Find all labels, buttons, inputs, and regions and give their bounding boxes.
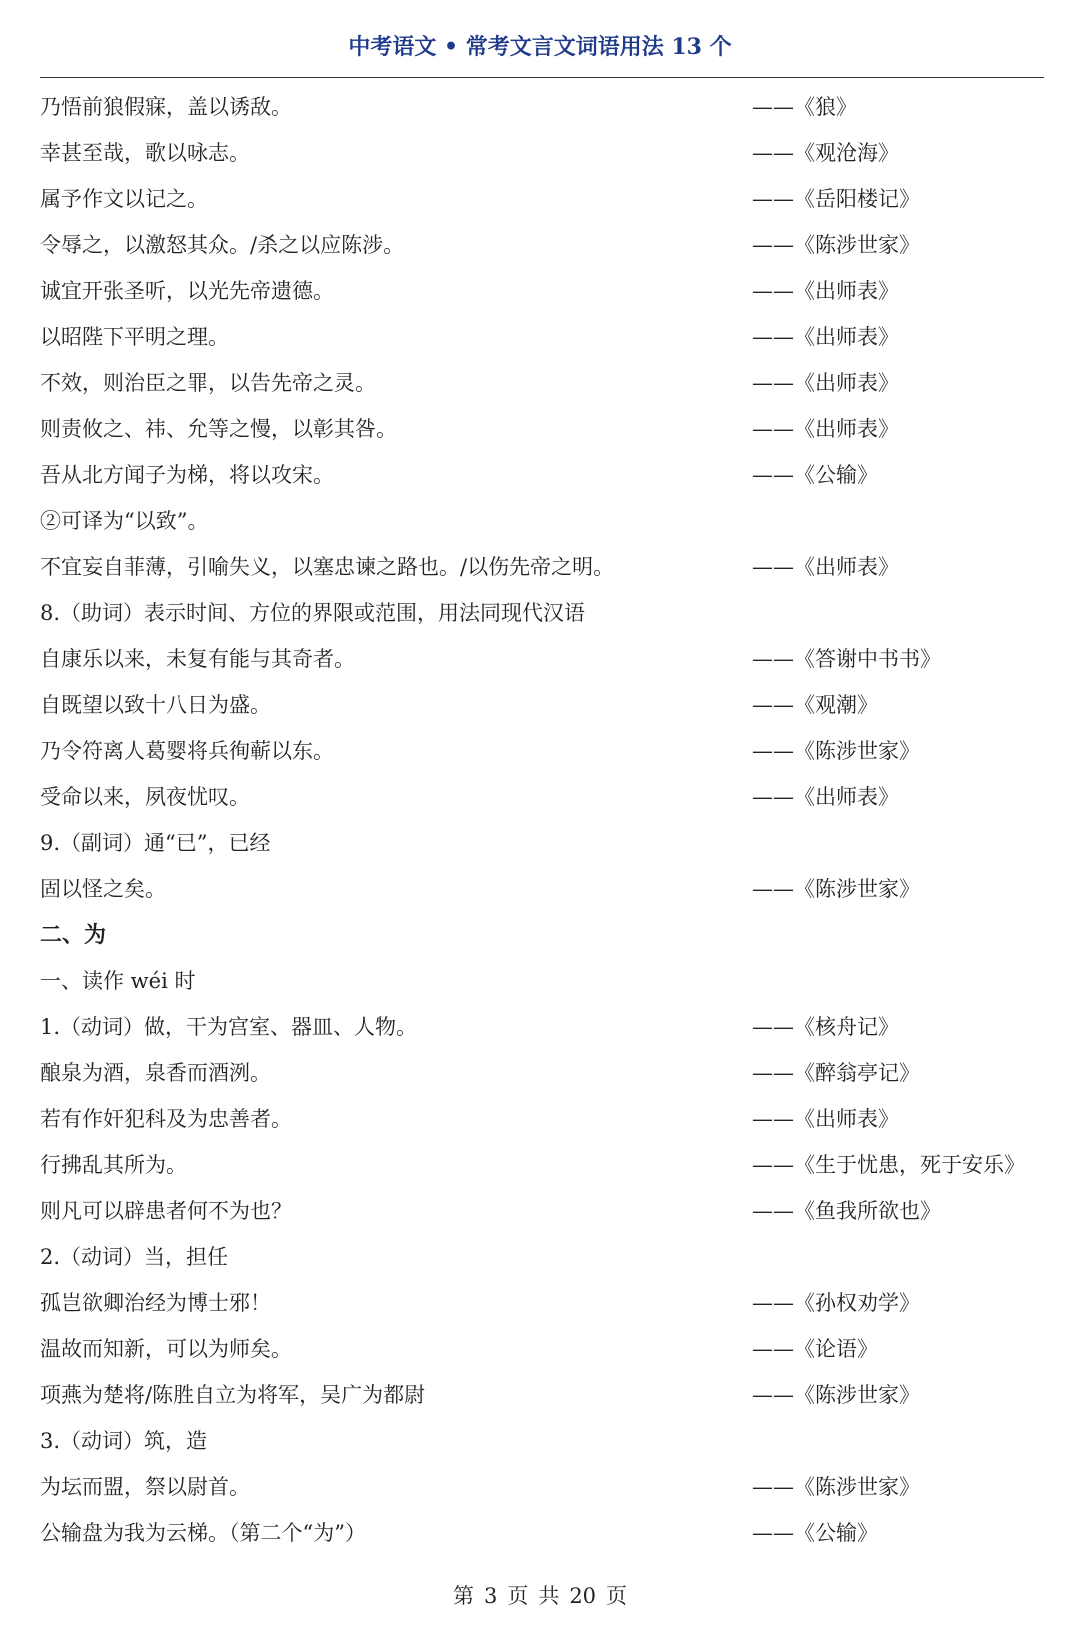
text-line (40, 498, 1044, 544)
footer-word-gong: 共 (538, 1584, 560, 1608)
text-line (40, 314, 1044, 360)
text-line (40, 544, 1044, 590)
line-text: 公输盘为我为云梯。（第二个“为”） (40, 1521, 366, 1545)
line-text: 二、为 (40, 922, 107, 948)
text-line (40, 636, 1044, 682)
page-header-title: 中考语文 • 常考文言文词语用法 13 个 (348, 34, 732, 60)
line-source: ——《出师表》 (752, 279, 899, 303)
line-text: 受命以来，夙夜忧叹。 (40, 785, 250, 809)
line-source: ——《出师表》 (752, 785, 899, 809)
line-text: 自康乐以来，未复有能与其奇者。 (40, 647, 355, 671)
text-line (40, 130, 1044, 176)
footer-page-number: 3 (483, 1584, 498, 1608)
text-line (40, 268, 1044, 314)
text-line (40, 728, 1044, 774)
document-body (40, 84, 1044, 1556)
line-text: 行拂乱其所为。 (40, 1153, 187, 1177)
footer-total-pages: 20 (569, 1584, 597, 1608)
footer-word-di: 第 (452, 1584, 474, 1608)
line-source: ——《论语》 (752, 1337, 878, 1361)
text-line (40, 1372, 1044, 1418)
line-text: 属予作文以记之。 (40, 187, 208, 211)
text-line (40, 958, 1044, 1004)
line-source: ——《陈涉世家》 (752, 877, 920, 901)
section-heading (40, 912, 1044, 958)
line-source: ——《公输》 (752, 463, 878, 487)
line-source: ——《观沧海》 (752, 141, 899, 165)
text-line (40, 1050, 1044, 1096)
footer-word-ye-2: 页 (606, 1584, 628, 1608)
text-line (40, 1234, 1044, 1280)
text-line (40, 222, 1044, 268)
line-source: ——《孙权劝学》 (752, 1291, 920, 1315)
line-source: ——《公输》 (752, 1521, 878, 1545)
line-text: 则责攸之、祎、允等之慢，以彰其咎。 (40, 417, 397, 441)
line-source: ——《出师表》 (752, 417, 899, 441)
line-text: 自既望以致十八日为盛。 (40, 693, 271, 717)
line-text: 吾从北方闻子为梯，将以攻宋。 (40, 463, 334, 487)
line-text: 酿泉为酒，泉香而酒洌。 (40, 1061, 271, 1085)
page-footer (0, 1580, 1080, 1610)
line-source: ——《陈涉世家》 (752, 1383, 920, 1407)
footer-word-ye: 页 (507, 1584, 529, 1608)
line-text: 以昭陛下平明之理。 (40, 325, 229, 349)
line-text: 一、读作 wéi 时 (40, 969, 196, 993)
line-text: 1.（动词）做，干为宫室、器皿、人物。 (40, 1015, 418, 1039)
line-text: 2.（动词）当，担任 (40, 1245, 229, 1269)
text-line (40, 452, 1044, 498)
line-source: ——《出师表》 (752, 555, 899, 579)
line-source: ——《观潮》 (752, 693, 878, 717)
line-text: ②可译为“以致”。 (40, 509, 209, 533)
line-source: ——《出师表》 (752, 1107, 899, 1131)
text-line (40, 1142, 1044, 1188)
line-text: 诚宜开张圣听，以光先帝遗德。 (40, 279, 334, 303)
line-source: ——《生于忧患，死于安乐》 (752, 1153, 1025, 1177)
header-rule (40, 77, 1044, 78)
text-line (40, 1188, 1044, 1234)
line-text: 温故而知新，可以为师矣。 (40, 1337, 292, 1361)
line-source: ——《陈涉世家》 (752, 739, 920, 763)
text-line (40, 360, 1044, 406)
line-text: 则凡可以辟患者何不为也？ (40, 1199, 292, 1223)
line-text: 8.（助词）表示时间、方位的界限或范围，用法同现代汉语 (40, 601, 586, 625)
line-text: 固以怪之矣。 (40, 877, 166, 901)
text-line (40, 1096, 1044, 1142)
line-text: 9.（副词）通“已”，已经 (40, 831, 271, 855)
line-source: ——《岳阳楼记》 (752, 187, 920, 211)
line-source: ——《陈涉世家》 (752, 233, 920, 257)
line-text: 乃悟前狼假寐，盖以诱敌。 (40, 95, 292, 119)
text-line (40, 1510, 1044, 1556)
text-line (40, 1280, 1044, 1326)
line-source: ——《出师表》 (752, 325, 899, 349)
text-line (40, 1326, 1044, 1372)
line-source: ——《醉翁亭记》 (752, 1061, 920, 1085)
line-text: 孤岂欲卿治经为博士邪！ (40, 1291, 271, 1315)
line-source: ——《核舟记》 (752, 1015, 899, 1039)
text-line (40, 1418, 1044, 1464)
line-text: 3.（动词）筑，造 (40, 1429, 208, 1453)
line-source: ——《鱼我所欲也》 (752, 1199, 941, 1223)
line-text: 为坛而盟，祭以尉首。 (40, 1475, 250, 1499)
text-line (40, 774, 1044, 820)
line-text: 乃令符离人葛婴将兵徇蕲以东。 (40, 739, 334, 763)
line-text: 项燕为楚将/陈胜自立为将军，吴广为都尉 (40, 1383, 426, 1407)
text-line (40, 84, 1044, 130)
text-line (40, 682, 1044, 728)
line-text: 不效，则治臣之罪，以告先帝之灵。 (40, 371, 376, 395)
text-line (40, 406, 1044, 452)
text-line (40, 590, 1044, 636)
line-source: ——《陈涉世家》 (752, 1475, 920, 1499)
line-source: ——《出师表》 (752, 371, 899, 395)
text-line (40, 1004, 1044, 1050)
line-text: 幸甚至哉，歌以咏志。 (40, 141, 250, 165)
line-text: 令辱之，以激怒其众。/杀之以应陈涉。 (40, 233, 405, 257)
text-line (40, 176, 1044, 222)
line-text: 不宜妄自菲薄，引喻失义，以塞忠谏之路也。/以伤先帝之明。 (40, 555, 615, 579)
line-text: 若有作奸犯科及为忠善者。 (40, 1107, 292, 1131)
text-line (40, 866, 1044, 912)
text-line (40, 1464, 1044, 1510)
line-source: ——《答谢中书书》 (752, 647, 941, 671)
text-line (40, 820, 1044, 866)
line-source: ——《狼》 (752, 95, 857, 119)
